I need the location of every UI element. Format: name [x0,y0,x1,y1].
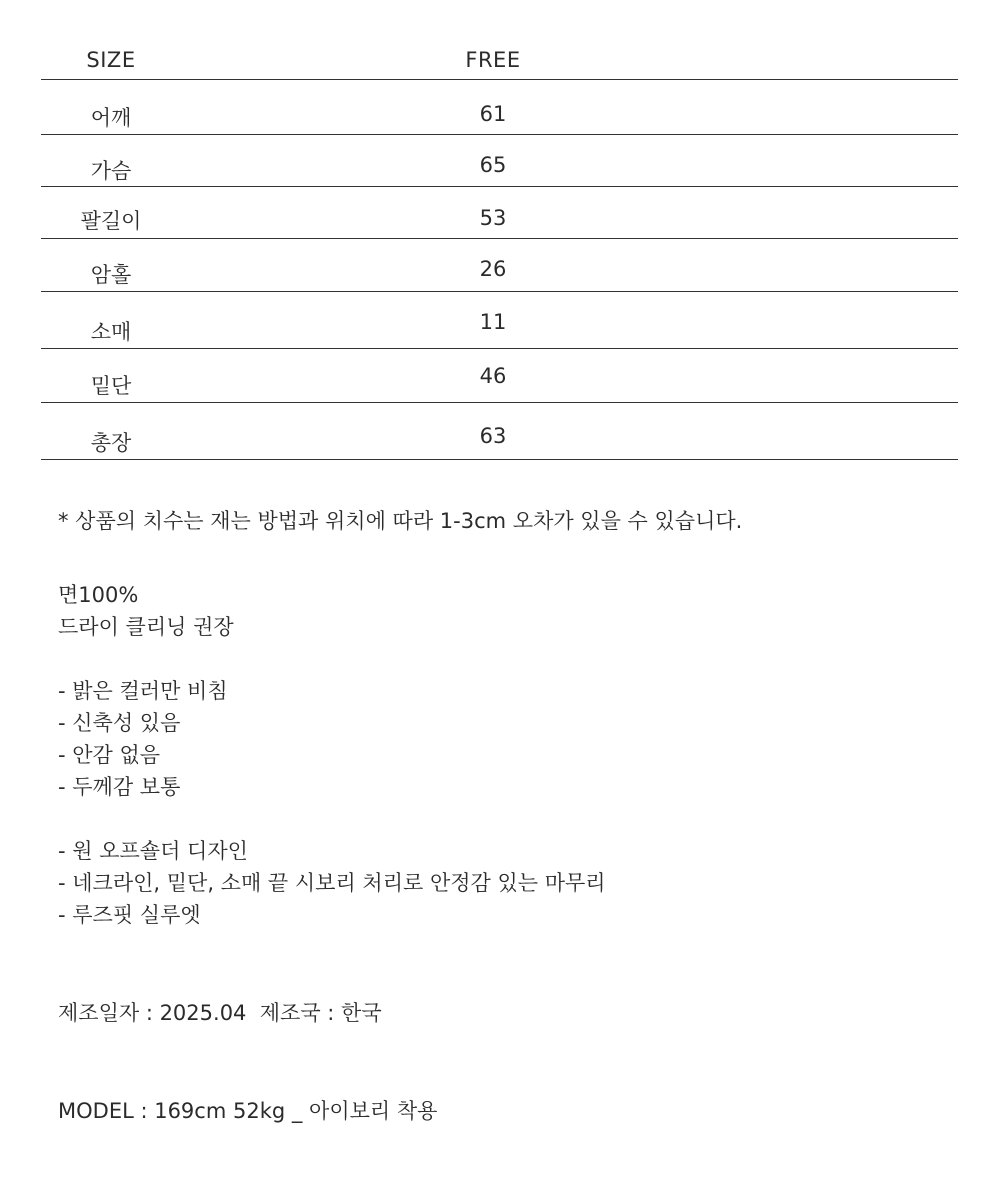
row-label: 팔길이 [80,209,142,233]
row-label: 어깨 [90,106,132,130]
manufacture-info: 제조일자 : 2025.04 제조국 : 한국 [58,1001,382,1025]
model-info: MODEL : 169cm 52kg _ 아이보리 착용 [58,1099,438,1123]
row-value: 53 [479,206,507,230]
table-row [41,135,958,187]
row-label: 가슴 [90,159,132,183]
design-item: - 원 오프숄더 디자인 [58,839,248,863]
table-row [41,403,958,460]
row-value: 11 [479,310,507,334]
product-notes [58,505,958,1127]
size-table-header [41,40,958,80]
row-value: 63 [479,424,507,448]
table-row [41,349,958,403]
header-size-label: SIZE [86,48,136,72]
measurement-note: * 상품의 치수는 재는 방법과 위치에 따라 1-3cm 오차가 있을 수 있습니다. [58,509,743,533]
care-text: 드라이 클리닝 권장 [58,615,234,639]
row-value: 26 [479,257,507,281]
row-label: 총장 [90,431,132,455]
feature-item: - 신축성 있음 [58,711,181,735]
table-row [41,80,958,135]
feature-item: - 밝은 컬러만 비침 [58,679,228,703]
material-text: 면100% [58,583,139,607]
table-row [41,292,958,349]
size-table [41,40,958,460]
row-label: 소매 [90,320,132,344]
row-label: 밑단 [90,374,132,398]
row-value: 46 [479,364,507,388]
feature-item: - 안감 없음 [58,743,161,767]
row-label: 암홀 [90,263,132,287]
row-value: 61 [479,102,507,126]
design-item: - 네크라인, 밑단, 소매 끝 시보리 처리로 안정감 있는 마무리 [58,871,606,895]
row-value: 65 [479,153,507,177]
table-row [41,239,958,292]
header-free-label: FREE [465,48,521,72]
design-item: - 루즈핏 실루엣 [58,903,201,927]
feature-item: - 두께감 보통 [58,775,181,799]
table-row [41,187,958,239]
